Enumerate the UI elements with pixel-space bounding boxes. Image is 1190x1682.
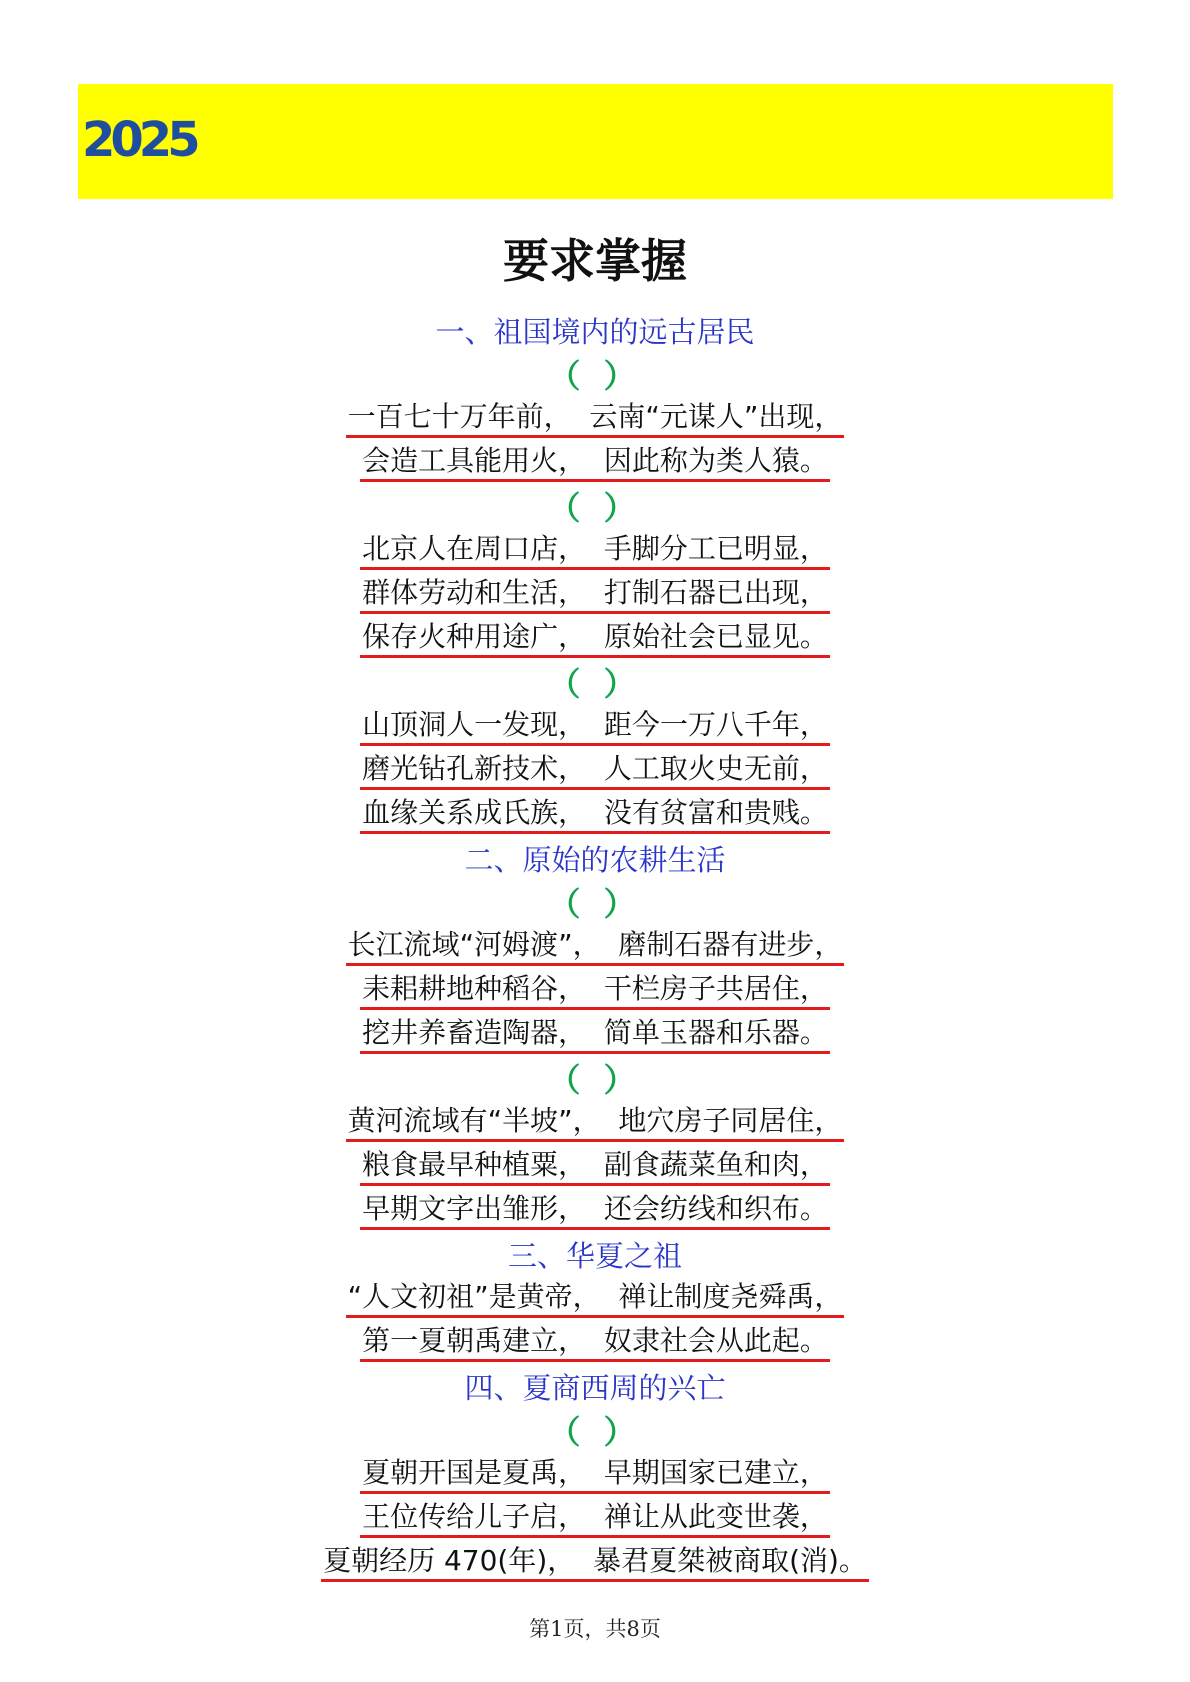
verse-line: 黄河流域有“半坡”， 地穴房子同居住， <box>346 1103 845 1142</box>
verse-line: 山顶洞人一发现， 距今一万八千年， <box>360 707 830 746</box>
line-row <box>0 792 1190 836</box>
verse-line: 挖井养畜造陶器， 简单玉器和乐器。 <box>360 1015 830 1054</box>
verse-line: 北京人在周口店， 手脚分工已明显， <box>360 531 830 570</box>
line-row <box>0 1276 1190 1320</box>
verse-line: 王位传给儿子启， 禅让从此变世袭， <box>360 1499 830 1538</box>
verse-line: 第一夏朝禹建立， 奴隶社会从此起。 <box>360 1323 830 1362</box>
line-row <box>0 748 1190 792</box>
section-heading: 四、夏商西周的兴亡 <box>464 1370 726 1405</box>
poem-content <box>0 308 1190 1584</box>
line-row <box>0 1496 1190 1540</box>
paren-row <box>0 1056 1190 1100</box>
blank-parentheses: （ ） <box>548 489 642 527</box>
line-row <box>0 1452 1190 1496</box>
paren-row <box>0 1408 1190 1452</box>
verse-line: “人文初祖”是黄帝， 禅让制度尧舜禹， <box>346 1279 845 1318</box>
paren-row <box>0 880 1190 924</box>
verse-line: 粮食最早种植粟， 副食蔬菜鱼和肉， <box>360 1147 830 1186</box>
paren-row <box>0 352 1190 396</box>
line-row <box>0 1188 1190 1232</box>
verse-line: 群体劳动和生活， 打制石器已出现， <box>360 575 830 614</box>
line-row <box>0 440 1190 484</box>
line-row <box>0 1012 1190 1056</box>
blank-parentheses: （ ） <box>548 885 642 923</box>
verse-line: 一百七十万年前， 云南“元谋人”出现， <box>346 399 845 438</box>
header-banner <box>78 84 1113 199</box>
heading-row <box>0 1364 1190 1408</box>
line-row <box>0 968 1190 1012</box>
verse-line: 夏朝经历 470(年)， 暴君夏桀被商取(消)。 <box>321 1543 869 1582</box>
blank-parentheses: （ ） <box>548 357 642 395</box>
blank-parentheses: （ ） <box>548 665 642 703</box>
line-row <box>0 616 1190 660</box>
heading-row <box>0 308 1190 352</box>
verse-line: 会造工具能用火， 因此称为类人猿。 <box>360 443 830 482</box>
section-heading: 三、华夏之祖 <box>507 1238 682 1273</box>
line-row <box>0 1144 1190 1188</box>
verse-line: 磨光钻孔新技术， 人工取火史无前， <box>360 751 830 790</box>
line-row <box>0 1100 1190 1144</box>
line-row <box>0 1540 1190 1584</box>
blank-parentheses: （ ） <box>548 1061 642 1099</box>
verse-line: 保存火种用途广， 原始社会已显见。 <box>360 619 830 658</box>
section-heading: 一、祖国境内的远古居民 <box>435 314 755 349</box>
verse-line: 耒耜耕地种稻谷， 干栏房子共居住， <box>360 971 830 1010</box>
page-footer: 第1页，共8页 <box>529 1617 661 1641</box>
line-row <box>0 396 1190 440</box>
line-row <box>0 572 1190 616</box>
heading-row <box>0 836 1190 880</box>
line-row <box>0 528 1190 572</box>
year-label: 2025 <box>82 112 196 168</box>
verse-line: 长江流域“河姆渡”， 磨制石器有进步， <box>346 927 845 966</box>
section-heading: 二、原始的农耕生活 <box>464 842 726 877</box>
line-row <box>0 924 1190 968</box>
heading-row <box>0 1232 1190 1276</box>
page-title: 要求掌握 <box>503 234 687 288</box>
paren-row <box>0 484 1190 528</box>
verse-line: 早期文字出雏形， 还会纺线和织布。 <box>360 1191 830 1230</box>
line-row <box>0 1320 1190 1364</box>
paren-row <box>0 660 1190 704</box>
blank-parentheses: （ ） <box>548 1413 642 1451</box>
verse-line: 夏朝开国是夏禹， 早期国家已建立， <box>360 1455 830 1494</box>
line-row <box>0 704 1190 748</box>
verse-line: 血缘关系成氏族， 没有贫富和贵贱。 <box>360 795 830 834</box>
